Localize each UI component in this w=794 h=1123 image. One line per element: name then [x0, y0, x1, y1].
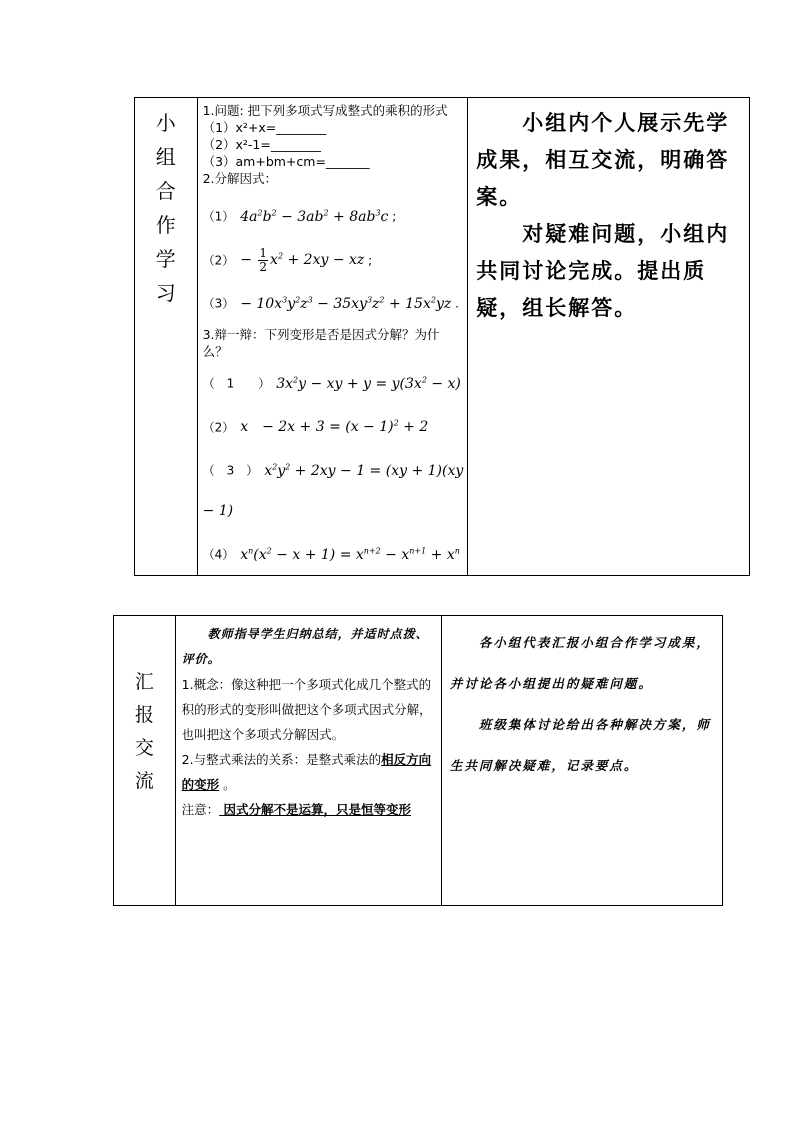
exercise-cell: [197, 98, 468, 576]
section-label-cell: [135, 98, 198, 576]
expression: $4a^2b^2 - 3ab^2 + 8ab^3c$: [240, 208, 389, 225]
concept-definition: 1.概念：像这种把一个多项式化成几个整式的积的形式的变形叫做把这个多项式因式分解，也叫把这个多项式分解因式。: [181, 677, 432, 742]
summary-cell: [175, 616, 441, 906]
teacher-intro: 教师指导学生归纳总结，并适时点拨、评价。: [181, 627, 429, 666]
question-1-title: 1.问题: 把下列多项式写成整式的乘积的形式: [202, 103, 448, 118]
expression: − $10x^3y^2z^3 - 35xy^3z^2 + 15x^2yz$: [240, 295, 452, 312]
relation-statement: [182, 747, 437, 797]
judge-item-2: [203, 404, 465, 448]
section-label-cell: [114, 616, 176, 906]
judge-item-4: [203, 531, 465, 575]
label-char: 汇: [134, 671, 154, 693]
expression: x − $2x + 3 = (x - 1)^2 + 2$: [240, 418, 429, 436]
label-char: 习: [155, 281, 176, 305]
activity-paragraph: 各小组代表汇报小组合作学习成果，并讨论各小组提出的疑难问题。: [449, 635, 711, 691]
problem-number: （2）: [202, 420, 235, 435]
note-emphasis: 因式分解不是运算，只是恒等变形: [219, 802, 412, 817]
factor-problem-3: $(3) - 10x^3y^2z^3 - 35xy^3z^2 + 15x^2yz$ .: [202, 295, 459, 312]
question-3-title: 3.辩一辩：下列变形是否是因式分解？为什么？: [202, 326, 440, 359]
expression: − $\frac{1}{2}$ $x^2 + 2xy$ − xz: [240, 245, 365, 274]
relation-suffix: 。: [219, 777, 236, 792]
activity-description-cell: [441, 616, 722, 906]
question-2-title: 2.分解因式：: [202, 171, 277, 186]
problem-number: （3）: [202, 296, 235, 311]
relation-emphasis: 相反方向的变形: [181, 752, 432, 792]
note-statement: [182, 797, 437, 822]
factor-problem-1: （1） $4a^2b^2 - 3ab^2 + 8ab^3c$ ;: [202, 208, 397, 225]
label-char: 合: [155, 179, 176, 203]
label-char: 交: [134, 737, 154, 759]
question-1-item: （2）x²-1=________: [202, 137, 321, 152]
expression: $x^n(x^2 - x + 1) = x^{n+2} - x^{n+1} + x^n$: [240, 545, 460, 563]
relation-text: 2.与整式乘法的关系：是整式乘法的: [181, 752, 382, 767]
expression: $3x^2y$ − xy + $y = y(3x^2 - x)$: [276, 374, 461, 392]
label-char: 报: [134, 704, 154, 726]
label-char: 作: [155, 213, 176, 237]
problem-number: （2）: [202, 253, 235, 268]
problem-number: （4）: [202, 547, 235, 562]
activity-paragraph: 对疑难问题，小组内共同讨论完成。提出质疑，组长解答。: [476, 221, 730, 320]
question-1-item: （1）x²+x=________: [202, 120, 327, 135]
problem-number: （ 1 ）: [202, 376, 271, 391]
activity-description-cell: [468, 98, 750, 576]
problem-number: （1）: [202, 209, 235, 224]
question-1-item: （3）am+bm+cm=_______: [202, 154, 370, 169]
activity-paragraph: 班级集体讨论给出各种解决方案，师生共同解决疑难，记录要点。: [449, 717, 711, 773]
label-char: 组: [155, 145, 176, 169]
section-label-group-study: [135, 98, 197, 310]
label-char: 学: [155, 247, 176, 271]
activity-paragraph: 小组内个人展示先学成果，相互交流，明确答案。: [476, 110, 730, 209]
label-char: 小: [155, 111, 176, 135]
label-char: 流: [134, 770, 154, 792]
group-cooperation-table: [134, 97, 750, 576]
problem-number: （ 3 ）: [202, 463, 259, 478]
judge-item-1: [203, 360, 465, 404]
section-label-report: [114, 616, 175, 798]
expression: $x^2y^2 + 2xy - 1 = (xy + 1)(xy - 1)$: [202, 462, 464, 519]
note-label: 注意：: [181, 802, 220, 817]
report-exchange-table: [113, 615, 723, 906]
factor-problem-2: （2） − $\frac{1}{2}$ $x^2 + 2xy$ − xz ;: [202, 245, 373, 274]
judge-item-3: [203, 447, 465, 531]
